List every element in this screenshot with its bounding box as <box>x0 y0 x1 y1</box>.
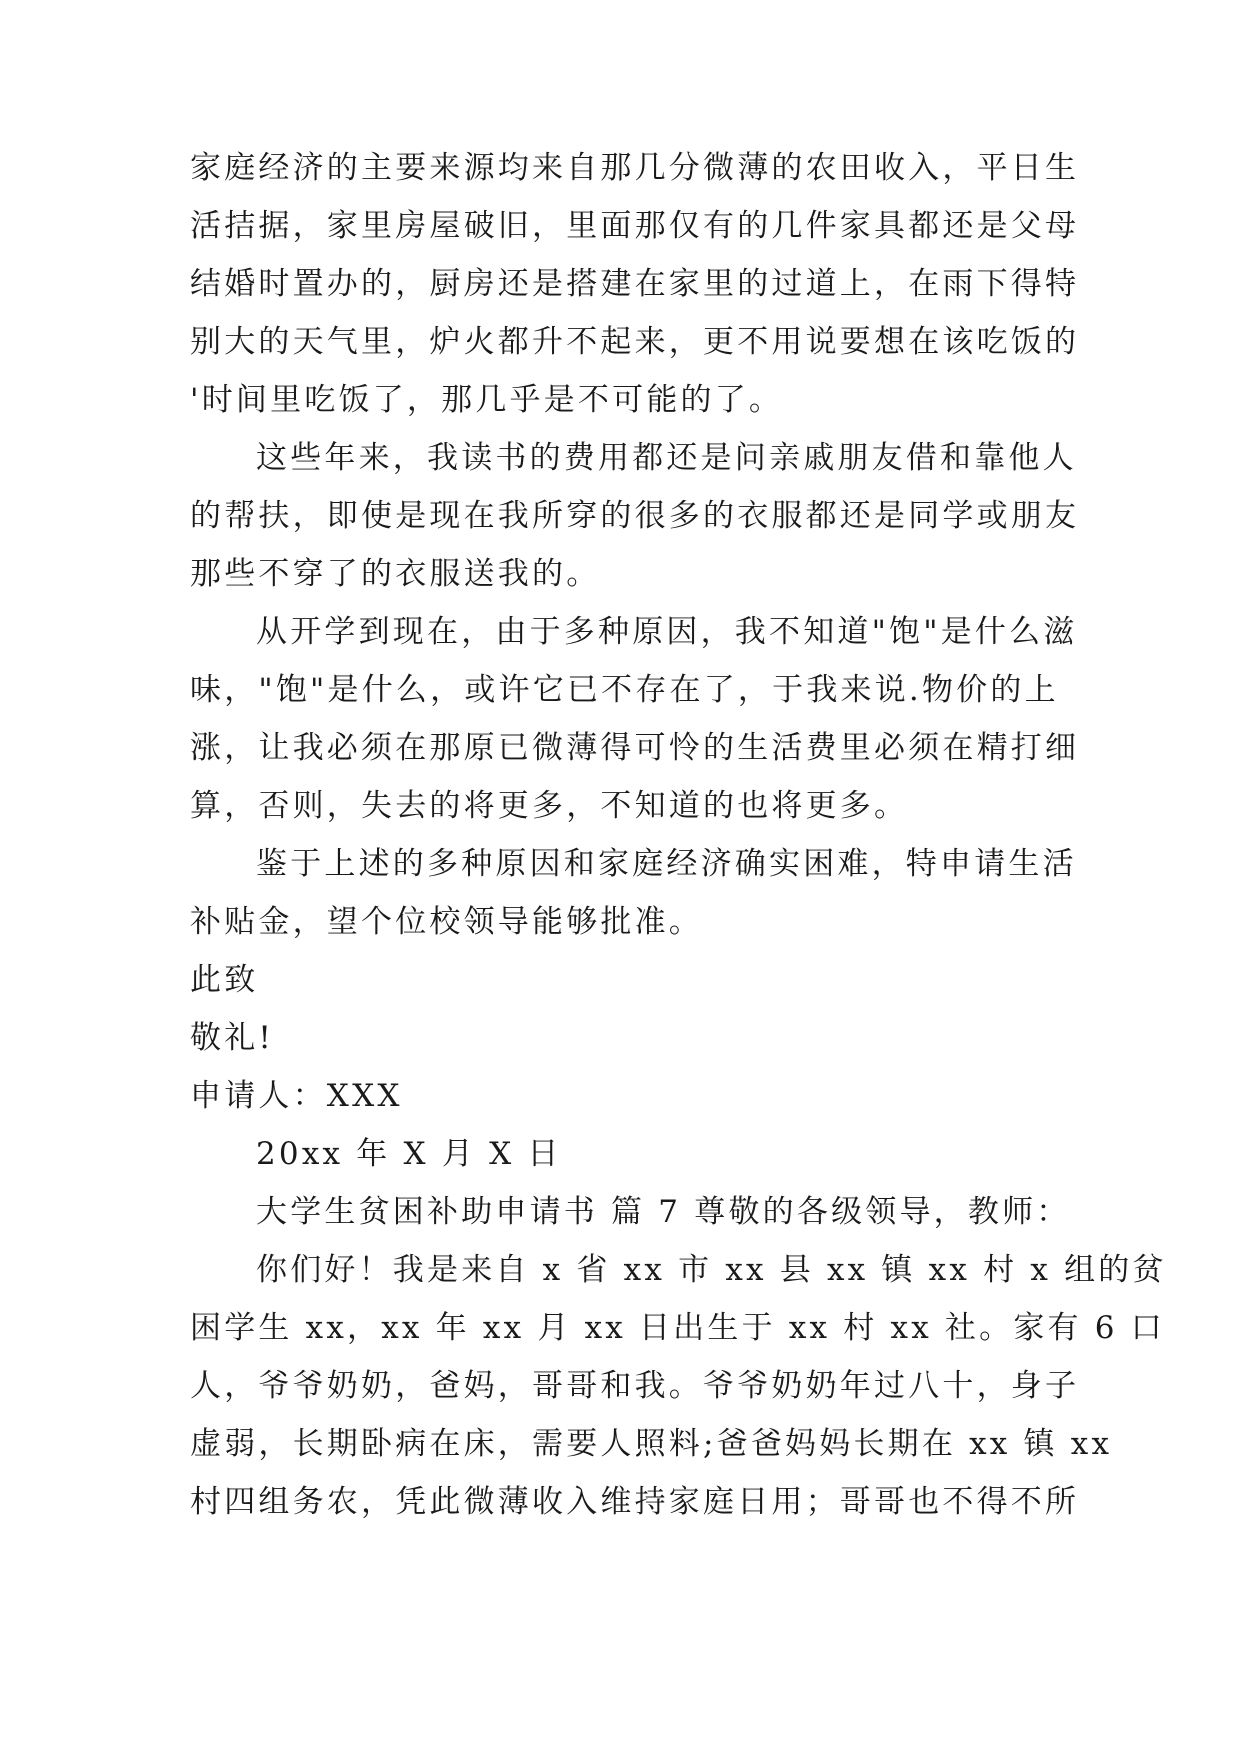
text-line-3: 结婚时置办的，厨房还是搭建在家里的过道上，在雨下得特 <box>190 266 1080 302</box>
text-line-24: 村四组务农，凭此微薄收入维持家庭日用；哥哥也不得不所 <box>190 1484 1080 1520</box>
paragraph-start-2: 从开学到现在，由于多种原因，我不知道"饱"是什么滋 <box>256 614 1078 650</box>
closing-regards: 敬礼! <box>190 1020 275 1056</box>
text-line-21: 困学生 xx，xx 年 xx 月 xx 日出生于 xx 村 xx 社。家有 6 口 <box>190 1310 1165 1346</box>
text-line-2: 活拮据，家里房屋破旧，里面那仅有的几件家具都还是父母 <box>190 208 1080 244</box>
text-line-23: 虚弱，长期卧病在床，需要人照料;爸爸妈妈长期在 xx 镇 xx <box>190 1426 1113 1462</box>
text-line-10: 味，"饱"是什么，或许它已不存在了，于我来说.物价的上 <box>190 672 1059 708</box>
paragraph-start-3: 鉴于上述的多种原因和家庭经济确实困难，特申请生活 <box>256 846 1077 882</box>
text-line-7: 的帮扶，即使是现在我所穿的很多的衣服都还是同学或朋友 <box>190 498 1080 534</box>
application-date: 20xx 年 X 月 X 日 <box>256 1136 562 1172</box>
text-line-11: 涨，让我必须在那原已微薄得可怜的生活费里必须在精打细 <box>190 730 1080 766</box>
section-heading: 大学生贫困补助申请书 篇 7 尊敬的各级领导，教师： <box>256 1194 1071 1230</box>
text-line-4: 别大的天气里，炉火都升不起来，更不用说要想在该吃饭的 <box>190 324 1080 360</box>
paragraph-start-4: 你们好！我是来自 x 省 xx 市 xx 县 xx 镇 xx 村 x 组的贫 <box>256 1252 1167 1288</box>
closing-salutation: 此致 <box>190 962 259 998</box>
text-line-14: 补贴金，望个位校领导能够批准。 <box>190 904 703 940</box>
text-line-5: '时间里吃饭了，那几乎是不可能的了。 <box>190 382 784 418</box>
text-line-8: 那些不穿了的衣服送我的。 <box>190 556 601 592</box>
text-line-1: 家庭经济的主要来源均来自那几分微薄的农田收入，平日生 <box>190 150 1080 186</box>
text-line-12: 算，否则，失去的将更多，不知道的也将更多。 <box>190 788 909 824</box>
paragraph-start-1: 这些年来，我读书的费用都还是问亲戚朋友借和靠他人 <box>256 440 1077 476</box>
applicant-signature: 申请人：XXX <box>190 1078 403 1114</box>
text-line-22: 人，爷爷奶奶，爸妈，哥哥和我。爷爷奶奶年过八十，身子 <box>190 1368 1080 1404</box>
